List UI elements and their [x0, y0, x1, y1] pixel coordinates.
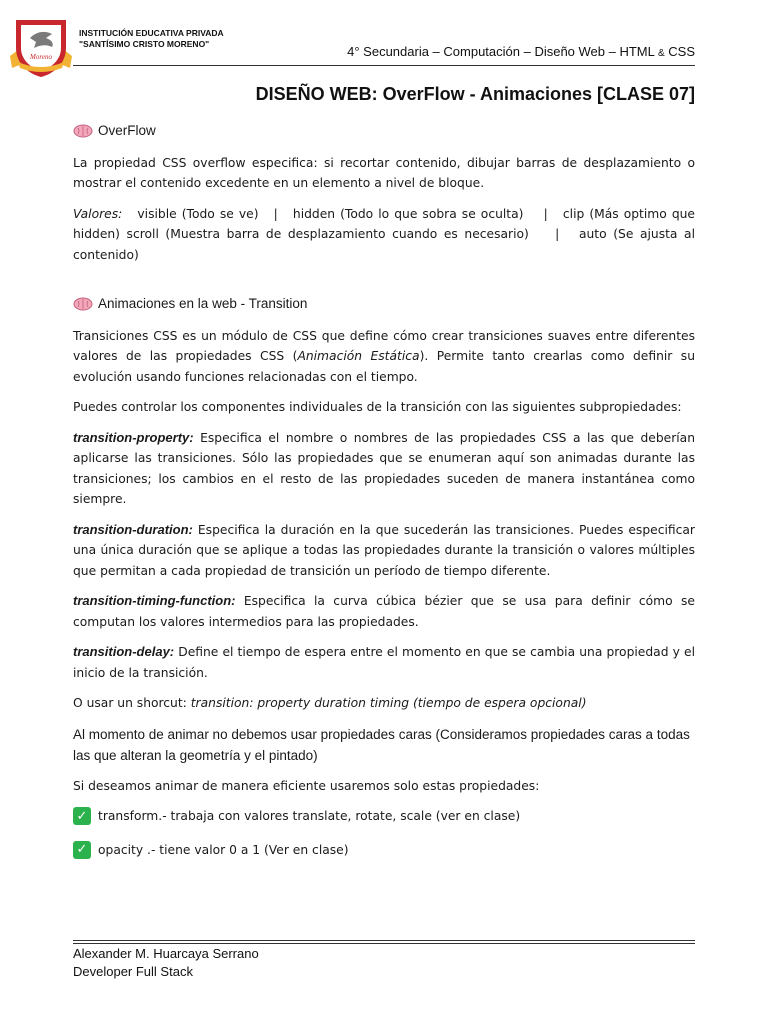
intro-text-b: ). Permite tanto crearlas como definir su evolución usando funciones relacionadas con el tiempo. [73, 349, 695, 384]
prop-desc: Define el tiempo de espera entre el momento en que se cambia una propiedad y el inicio de la transición. [73, 645, 695, 680]
document-body [73, 121, 699, 873]
prop-transition-property [73, 428, 695, 510]
prop-term: transition-property: [73, 429, 194, 445]
logo-text: Moreno [30, 53, 52, 61]
list-item-text: transform.- trabaja con valores translate, rotate, scale (ver en clase) [98, 809, 521, 823]
transitions-intro [73, 326, 695, 388]
shortcut-code: transition: property duration timing (tiempo de espera opcional) [190, 696, 587, 710]
prop-transition-timing-function [73, 591, 695, 632]
prop-transition-delay [73, 642, 695, 683]
course-amp: & [657, 48, 665, 59]
overflow-values [73, 204, 699, 266]
subprops-intro: Puedes controlar los componentes individuales de la transición con las siguientes subpropiedades: [73, 400, 682, 414]
brain-icon [73, 124, 93, 138]
values-text: visible (Todo se ve) | hidden (Todo lo que sobra se oculta) | clip (Más optimo que hidden) scroll (Muestra barra de desplazamiento cuando es necesario) | auto (Se ajusta al contenido) [73, 206, 699, 262]
efficient-intro: Si deseamos animar de manera eficiente usaremos solo estas propiedades: [73, 778, 540, 793]
footer-role: Developer Full Stack [73, 964, 193, 979]
section-heading-text: OverFlow [98, 123, 156, 138]
prop-term: transition-timing-function: [73, 593, 236, 608]
brain-icon [73, 297, 93, 311]
check-mark-icon: ✓ [73, 807, 91, 825]
overflow-paragraph: La propiedad CSS overflow especifica: si recortar contenido, dibujar barras de desplazamiento o mostrar el contenido excedente en un elemento a nivel de bloque. [73, 155, 695, 190]
footer-divider [73, 940, 695, 941]
footer-author: Alexander M. Huarcaya Serrano [73, 946, 259, 961]
course-main: 4° Secundaria – Computación – Diseño Web – HTML [347, 44, 658, 59]
values-label: Valores: [73, 206, 123, 221]
section-heading-text: Animaciones en la web - Transition [98, 296, 308, 311]
warning-note: Al momento de animar no debemos usar propiedades caras (Consideramos propiedades caras a todas las que alteran la geometría y el pintado) [73, 726, 690, 763]
check-mark-icon: ✓ [73, 841, 91, 859]
school-crest-icon [8, 14, 74, 80]
shortcut-label: O usar un shorcut: [73, 696, 191, 710]
prop-desc: Especifica la curva cúbica bézier que se usa para definir cómo se computan los valores intermedios para las propiedades. [73, 594, 695, 629]
header-divider [73, 65, 695, 66]
shortcut-line [73, 693, 695, 714]
prop-term: transition-delay: [73, 644, 175, 659]
prop-desc: Especifica el nombre o nombres de las propiedades CSS a las que deberían aplicarse las transiciones. Sólo las propiedades que se enumeran aquí son animadas durante las transiciones; los cambios en el resto de las propiedades suceden de manera instantánea como siempre. [73, 430, 695, 506]
section-heading-animations [73, 294, 695, 315]
course-label [347, 44, 695, 59]
section-heading-overflow [73, 121, 695, 142]
footer [73, 945, 259, 981]
intro-emphasis: Animación Estática [297, 349, 420, 363]
institution-name [79, 28, 224, 50]
prop-term: transition-duration: [73, 521, 193, 537]
list-item [73, 806, 695, 827]
page-title: DISEÑO WEB: OverFlow - Animaciones [CLASE 07] [255, 84, 695, 104]
intro-text-a: Transiciones CSS es un módulo de CSS que define cómo crear transiciones suaves entre diferentes valores de las propiedades CSS ( [73, 328, 695, 363]
institution-line-1: INSTITUCIÓN EDUCATIVA PRIVADA [79, 28, 224, 38]
list-item-text: opacity .- tiene valor 0 a 1 (Ver en clase) [98, 842, 349, 857]
footer-divider [73, 943, 695, 944]
prop-desc: Especifica la duración en la que sucederán las transiciones. Puedes especificar una única duración que se aplique a todas las propiedades durante la transición o valores múltiples que permitan a cada propiedad de transición un período de tiempo diferente. [73, 522, 695, 578]
list-item [73, 840, 695, 861]
institution-line-2: "SANTÍSIMO CRISTO MORENO" [79, 39, 210, 49]
prop-transition-duration [73, 520, 695, 582]
course-end: CSS [664, 44, 695, 59]
